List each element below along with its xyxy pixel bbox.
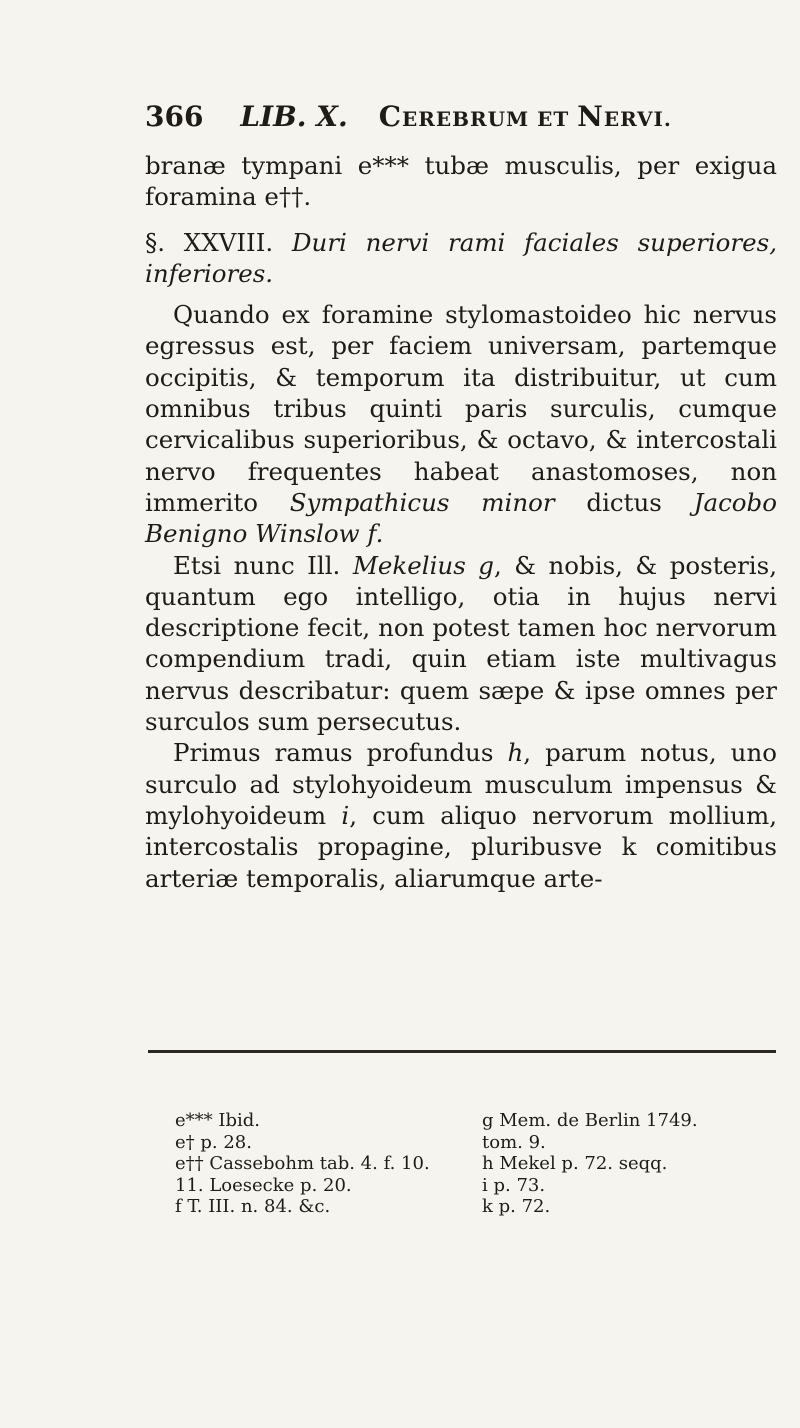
footnotes-right	[482, 1110, 782, 1218]
continuation-paragraph: branæ tympani e*** tubæ musculis, per exigua foramina e††.	[145, 151, 777, 212]
footnote: i p. 73.	[482, 1174, 546, 1196]
footnote: h Mekel p. 72. seqq.	[482, 1153, 668, 1174]
page-number: 366	[145, 100, 204, 133]
title-cap: N	[577, 100, 604, 133]
footnote: tom. 9.	[482, 1131, 546, 1153]
italic-run: h	[507, 738, 524, 768]
section-title: Duri nervi rami faciales superiores, inferiores.	[145, 227, 777, 288]
footnotes-left	[175, 1110, 475, 1218]
paragraph	[145, 550, 777, 738]
section-number: §. XXVIII.	[145, 227, 274, 257]
italic-run: i	[341, 800, 350, 830]
text-run: , cum aliquo nervorum mollium, intercostalis propagine, pluribusve k comitibus arteriæ temporalis, aliarumque arte-	[145, 800, 777, 893]
footnote-divider	[148, 1050, 776, 1053]
text-run: Etsi nunc Ill.	[173, 550, 353, 580]
running-header	[145, 100, 765, 140]
title-rest: EREBRUM	[401, 107, 530, 131]
footnote: e† p. 28.	[175, 1131, 252, 1153]
italic-run: Jacobo Benigno Winslow f.	[145, 487, 777, 549]
text-run: , parum notus, uno surculo ad stylohyoideum musculum impensus & mylohyoideum	[145, 738, 777, 830]
footnote: g Mem. de Berlin 1749.	[482, 1110, 698, 1131]
footnote: e†† Cassebohm tab. 4. f. 10.	[175, 1153, 430, 1174]
text-run: Quando ex foramine stylomastoideo hic nervus egressus est, per faciem universam, partemque occipitis, & temporum ita distribuitur, ut cum omnibus tribus quinti paris surculis, cumque cervicalibus superioribus, & octavo, & intercostali nervo frequentes habeat anastomoses, non immerito	[145, 300, 777, 517]
footnote: f T. III. n. 84. &c.	[175, 1196, 331, 1217]
footnote: k p. 72.	[482, 1196, 551, 1217]
title-rest: ERVI.	[603, 107, 672, 131]
footnote: 11. Loesecke p. 20.	[175, 1174, 352, 1196]
paragraph	[145, 299, 777, 549]
text-run: dictus	[554, 487, 694, 517]
italic-run: Sympathicus minor	[289, 487, 555, 517]
running-title	[379, 100, 672, 133]
text-run: Primus ramus profundus	[173, 738, 508, 768]
title-mid: ET	[529, 107, 578, 131]
text-run: , & nobis, & posteris, quantum ego intelligo, otia in hujus nervi descriptione fecit, non potest tamen hoc nervorum compendium tradi, quin etiam iste multivagus nervus describatur: quem sæpe & ipse omnes per surculos sum persecutus.	[145, 550, 777, 737]
paragraph	[145, 737, 777, 893]
main-text	[145, 150, 777, 894]
footnote: e*** Ibid.	[175, 1110, 261, 1131]
section-heading	[145, 227, 777, 290]
title-cap: C	[378, 100, 402, 133]
book-label: LIB. X.	[240, 100, 348, 133]
italic-run: Mekelius g	[352, 550, 494, 580]
